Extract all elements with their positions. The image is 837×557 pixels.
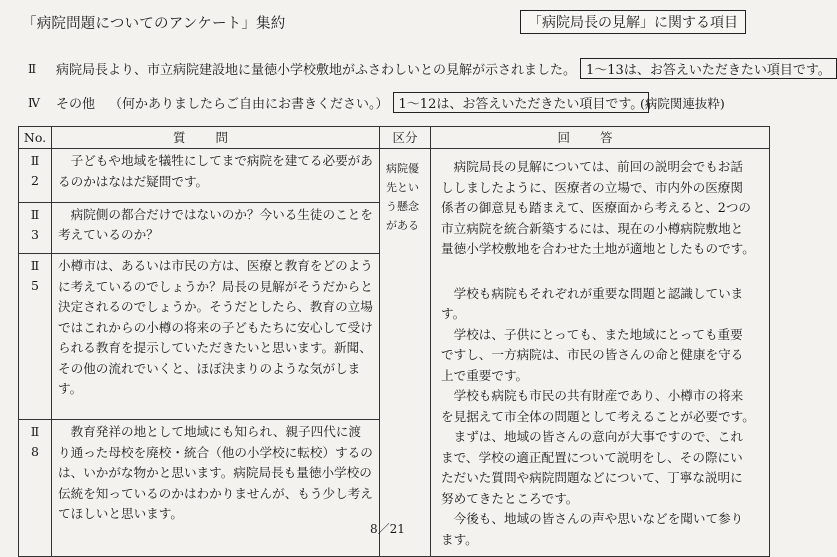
section-4-text: （何かありましたらご自由にお書きください。）: [109, 97, 389, 112]
category-cell: 病院優先という懸念がある: [380, 149, 431, 557]
document-title: 「病院問題についてのアンケート」集約: [22, 16, 286, 32]
section-2-line: [28, 58, 837, 79]
header-category: 区分: [380, 127, 431, 149]
header-answer: 回答: [431, 127, 770, 149]
section-4-numeral: Ⅳ: [28, 95, 40, 110]
table-header-row: [19, 127, 770, 149]
row-number: Ⅱ 3: [19, 202, 52, 253]
qa-table: [18, 126, 770, 557]
question-text: 小樽市は、あるいは市民の方は、医療と教育をどのように考えているのでしょうか？局長の見解がそうだからと決定されるのでしょうか。そうだとしたら、教育の立場ではこれからの小樽の将来の子どもたちに安心して受けられる教育を提示していただきたいと思います。新聞、その他の流れでいくと、ほぼ決まりのような気がします。: [52, 254, 380, 420]
section-4-label: その他: [56, 97, 96, 112]
answer-para: 学校も病院もそれぞれが重要な問題と認識しています。: [441, 285, 744, 321]
table-row: [19, 149, 770, 203]
header-question: 質問: [52, 127, 380, 149]
answer-para: 病院局長の見解については、前回の説明会でもお話ししましたように、医療者の立場で、市内外の医療関係者の御意見も踏まえて、医療面から考えると、2つの市立病院を統合新築するには、現在の小樽病院敷地と量徳小学校敷地を合わせた土地が適地としたものです。: [441, 159, 755, 256]
answer-para: まずは、地域の皆さんの意向が大事ですので、これまで、学校の適正配置について説明をし、その際にいただいた質問や病院問題などについて、丁寧な説明に努めてきたところです。: [441, 429, 743, 506]
excerpt-label: (病院関連抜粋): [640, 96, 725, 111]
answer-para: 学校は、子供にとっても、また地域にとっても重要ですし、一方病院は、市民の皆さんの命と健康を守る上で重要です。: [441, 326, 744, 383]
page-number: 8／21: [370, 522, 405, 536]
section-4-note: 1～12は、お答えいただきたい項目です。: [393, 92, 650, 113]
row-number: Ⅱ 8: [19, 420, 52, 557]
section-4-line: [28, 92, 649, 113]
section-2-text: 病院局長より、市立病院建設地に量徳小学校敷地がふさわしいとの見解が示されました。: [56, 63, 577, 78]
row-number: Ⅱ 2: [19, 149, 52, 203]
question-text: 教育発祥の地として地域にも知られ、親子四代に渡り通った母校を廃校・統合（他の小学校に転校）するのは、いかがな物かと思います。病院局長も量徳小学校の伝統を知っているのかはわかりませんが、もう少し考えてほしいと思います。: [52, 420, 380, 557]
row-number: Ⅱ 5: [19, 254, 52, 420]
header-no: No.: [19, 127, 52, 149]
topic-box: 「病院局長の見解」に関する項目: [520, 10, 746, 34]
question-text: 子どもや地域を犠牲にしてまで病院を建てる必要があるのかはなはだ疑問です。: [52, 149, 380, 203]
question-text: 病院側の都合だけではないのか？今いる生徒のことを考えているのか？: [52, 202, 380, 253]
section-2-note: 1～13は、お答えいただきたい項目です。: [580, 58, 837, 79]
answer-para: 学校も病院も市民の共有財産であり、小樽市の将来を見据えて市全体の問題として考えることが必要です。: [441, 388, 755, 424]
answer-cell: [431, 149, 770, 557]
section-2-numeral: Ⅱ: [28, 61, 37, 76]
answer-para: 今後も、地域の皆さんの声や思いなどを聞いて参ります。: [441, 511, 744, 547]
